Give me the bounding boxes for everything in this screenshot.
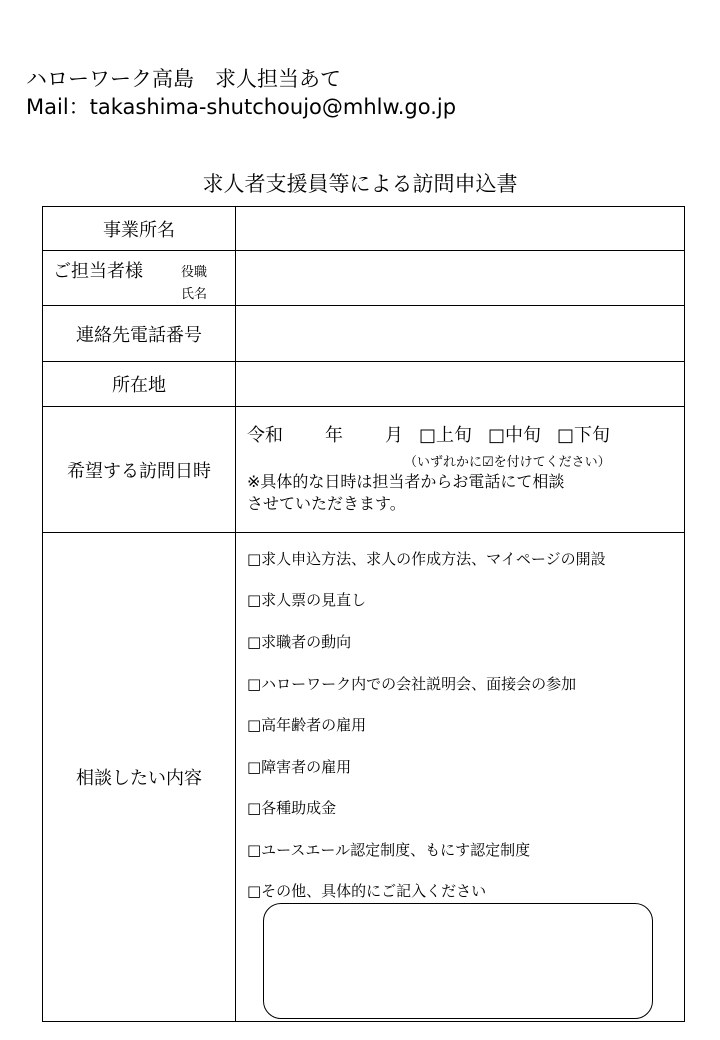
consult-item-elderly-employment[interactable]: □高年齢者の雇用 — [247, 716, 367, 734]
row-phone — [43, 306, 685, 362]
consult-item-certification[interactable]: □ユースエール認定制度、もにす認定制度 — [247, 841, 531, 859]
row-visit-date — [43, 407, 685, 533]
address-field[interactable] — [236, 362, 685, 407]
consult-item-job-posting-review[interactable]: □求人票の見直し — [247, 591, 367, 609]
phone-field[interactable] — [236, 306, 685, 362]
row-contact-person — [43, 251, 685, 306]
contact-person-field[interactable] — [236, 251, 685, 306]
checkbox-hint: （いずれかに☑を付けてください） — [404, 455, 611, 470]
address-label: 所在地 — [43, 362, 236, 407]
row-business-name — [43, 207, 685, 251]
visit-note-line1: ※具体的な日時は担当者からお電話にて相談 — [247, 472, 565, 491]
position-label: 役職 — [181, 265, 208, 280]
row-consult — [43, 533, 685, 1022]
consult-item-briefing-sessions[interactable]: □ハローワーク内での会社説明会、面接会の参加 — [247, 675, 577, 693]
mail-address: Mail：takashima-shutchoujo@mhlw.go.jp — [26, 95, 457, 119]
visit-date-label: 希望する訪問日時 — [43, 407, 236, 533]
consult-item-job-application[interactable]: □求人申込方法、求人の作成方法、マイページの開設 — [247, 550, 606, 568]
contact-person-label: ご担当者様 — [53, 261, 143, 282]
month-label[interactable]: 月 — [385, 425, 403, 446]
consult-cell — [236, 533, 685, 1022]
phone-label: 連絡先電話番号 — [43, 306, 236, 362]
name-label: 氏名 — [181, 287, 208, 302]
contact-person-label-cell — [43, 251, 236, 306]
consult-item-subsidies[interactable]: □各種助成金 — [247, 799, 337, 817]
year-label[interactable]: 年 — [325, 425, 343, 446]
form-title: 求人者支援員等による訪問申込書 — [202, 172, 518, 196]
visit-date-cell — [236, 407, 685, 533]
consult-label: 相談したい内容 — [43, 533, 236, 1022]
late-month-checkbox[interactable]: □下旬 — [557, 425, 611, 446]
row-address — [43, 362, 685, 407]
era-label: 令和 — [247, 425, 283, 446]
consult-item-disability-employment[interactable]: □障害者の雇用 — [247, 758, 352, 776]
other-details-textbox[interactable] — [263, 903, 653, 1019]
consult-item-other[interactable]: □その他、具体的にご記入ください — [247, 882, 487, 900]
business-name-field[interactable] — [236, 207, 685, 251]
early-month-checkbox[interactable]: □上旬 — [419, 425, 473, 446]
visit-note-line2: させていただきます。 — [247, 494, 406, 513]
application-form-table — [42, 206, 685, 1022]
business-name-label: 事業所名 — [43, 207, 236, 251]
mid-month-checkbox[interactable]: □中旬 — [488, 425, 542, 446]
recipient-line: ハローワーク高島 求人担当あて — [26, 67, 341, 91]
consult-item-job-seeker-trends[interactable]: □求職者の動向 — [247, 633, 352, 651]
